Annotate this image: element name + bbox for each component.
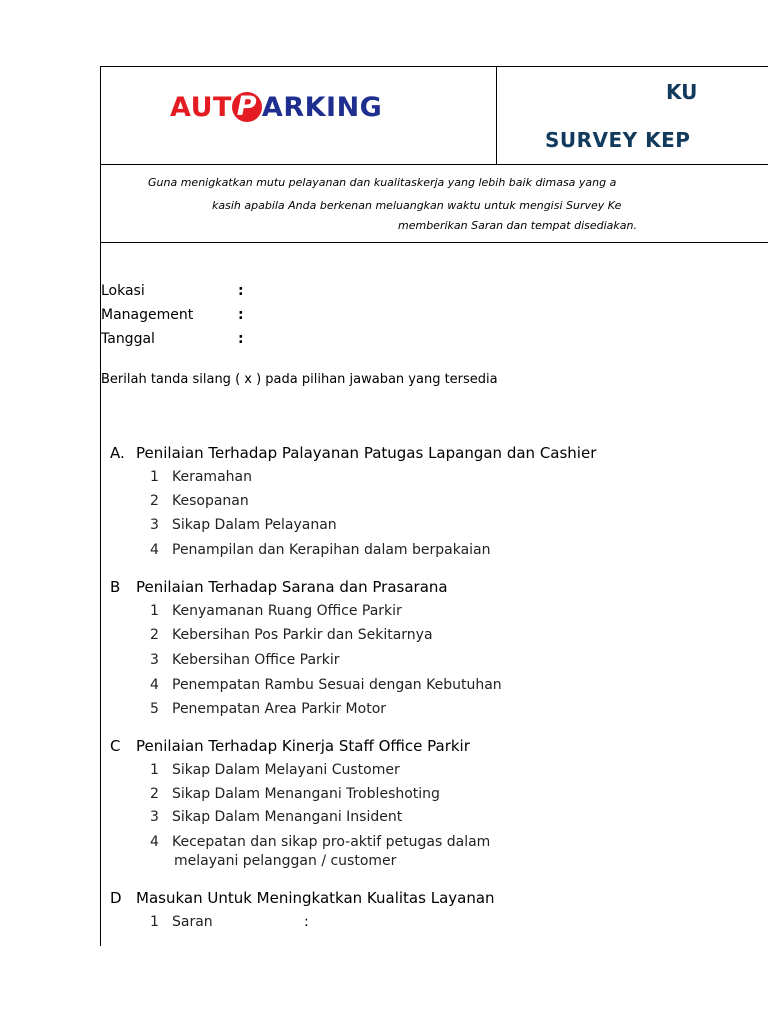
- section-b-letter: B: [110, 578, 121, 596]
- logo-p-circle: P: [232, 92, 262, 122]
- logo-text-aut: AUT: [170, 92, 232, 123]
- item-text: Sikap Dalam Pelayanan: [172, 517, 337, 533]
- field-colon-lokasi: :: [238, 283, 244, 299]
- item-text-continuation: melayani pelanggan / customer: [174, 853, 397, 869]
- section-b-title: Penilaian Terhadap Sarana dan Prasarana: [136, 578, 448, 596]
- header-divider: [496, 66, 497, 164]
- item-text: Kebersihan Pos Parkir dan Sekitarnya: [172, 627, 433, 643]
- header-title-line1: KU: [666, 80, 698, 104]
- left-border: [100, 66, 101, 946]
- header-bottom-border: [100, 164, 768, 165]
- item-number: 4: [150, 542, 159, 558]
- field-label-tanggal: Tanggal: [101, 331, 155, 347]
- section-a-title: Penilaian Terhadap Palayanan Patugas Lapangan dan Cashier: [136, 444, 597, 462]
- logo-text-arking: ARKING: [261, 92, 383, 123]
- item-text: Kenyamanan Ruang Office Parkir: [172, 603, 402, 619]
- item-number: 1: [150, 762, 159, 778]
- item-text: Sikap Dalam Melayani Customer: [172, 762, 400, 778]
- instruction-text: Berilah tanda silang ( x ) pada pilihan jawaban yang tersedia: [101, 372, 498, 387]
- header-top-border: [100, 66, 768, 67]
- field-label-management: Management: [101, 307, 194, 323]
- item-text: Sikap Dalam Menangani Trobleshoting: [172, 786, 440, 802]
- section-a-letter: A.: [110, 444, 125, 462]
- item-text: Sikap Dalam Menangani Insident: [172, 809, 403, 825]
- intro-line-3: memberikan Saran dan tempat disediakan.: [398, 219, 637, 232]
- item-text: Keramahan: [172, 469, 252, 485]
- item-text: Kesopanan: [172, 493, 249, 509]
- intro-line-2: kasih apabila Anda berkenan meluangkan waktu untuk mengisi Survey Ke: [212, 199, 622, 212]
- item-number: 4: [150, 677, 159, 693]
- section-d-letter: D: [110, 889, 122, 907]
- saran-colon: :: [304, 914, 309, 930]
- item-text: Kebersihan Office Parkir: [172, 652, 340, 668]
- section-d-title: Masukan Untuk Meningkatkan Kualitas Layanan: [136, 889, 495, 907]
- item-number: 3: [150, 809, 159, 825]
- item-text: Penempatan Rambu Sesuai dengan Kebutuhan: [172, 677, 502, 693]
- item-number: 2: [150, 493, 159, 509]
- intro-line-1: Guna menigkatkan mutu pelayanan dan kualitaskerja yang lebih baik dimasa yang a: [148, 176, 617, 189]
- section-c-title: Penilaian Terhadap Kinerja Staff Office Parkir: [136, 737, 470, 755]
- item-number: 2: [150, 786, 159, 802]
- autoparking-logo: [170, 92, 382, 124]
- item-number: 1: [150, 914, 159, 930]
- field-label-lokasi: Lokasi: [101, 283, 145, 299]
- item-number: 2: [150, 627, 159, 643]
- item-number: 1: [150, 469, 159, 485]
- field-colon-management: :: [238, 307, 244, 323]
- item-number: 1: [150, 603, 159, 619]
- item-number: 3: [150, 517, 159, 533]
- item-number: 5: [150, 701, 159, 717]
- field-colon-tanggal: :: [238, 331, 244, 347]
- item-text: Penempatan Area Parkir Motor: [172, 701, 387, 717]
- item-number: 4: [150, 834, 159, 850]
- section-c-letter: C: [110, 737, 121, 755]
- intro-bottom-border: [100, 242, 768, 243]
- header-title-line2: SURVEY KEP: [545, 128, 691, 152]
- item-text-saran: Saran: [172, 914, 213, 930]
- item-number: 3: [150, 652, 159, 668]
- item-text: Penampilan dan Kerapihan dalam berpakaian: [172, 542, 491, 558]
- item-text: Kecepatan dan sikap pro-aktif petugas dalam: [172, 834, 491, 850]
